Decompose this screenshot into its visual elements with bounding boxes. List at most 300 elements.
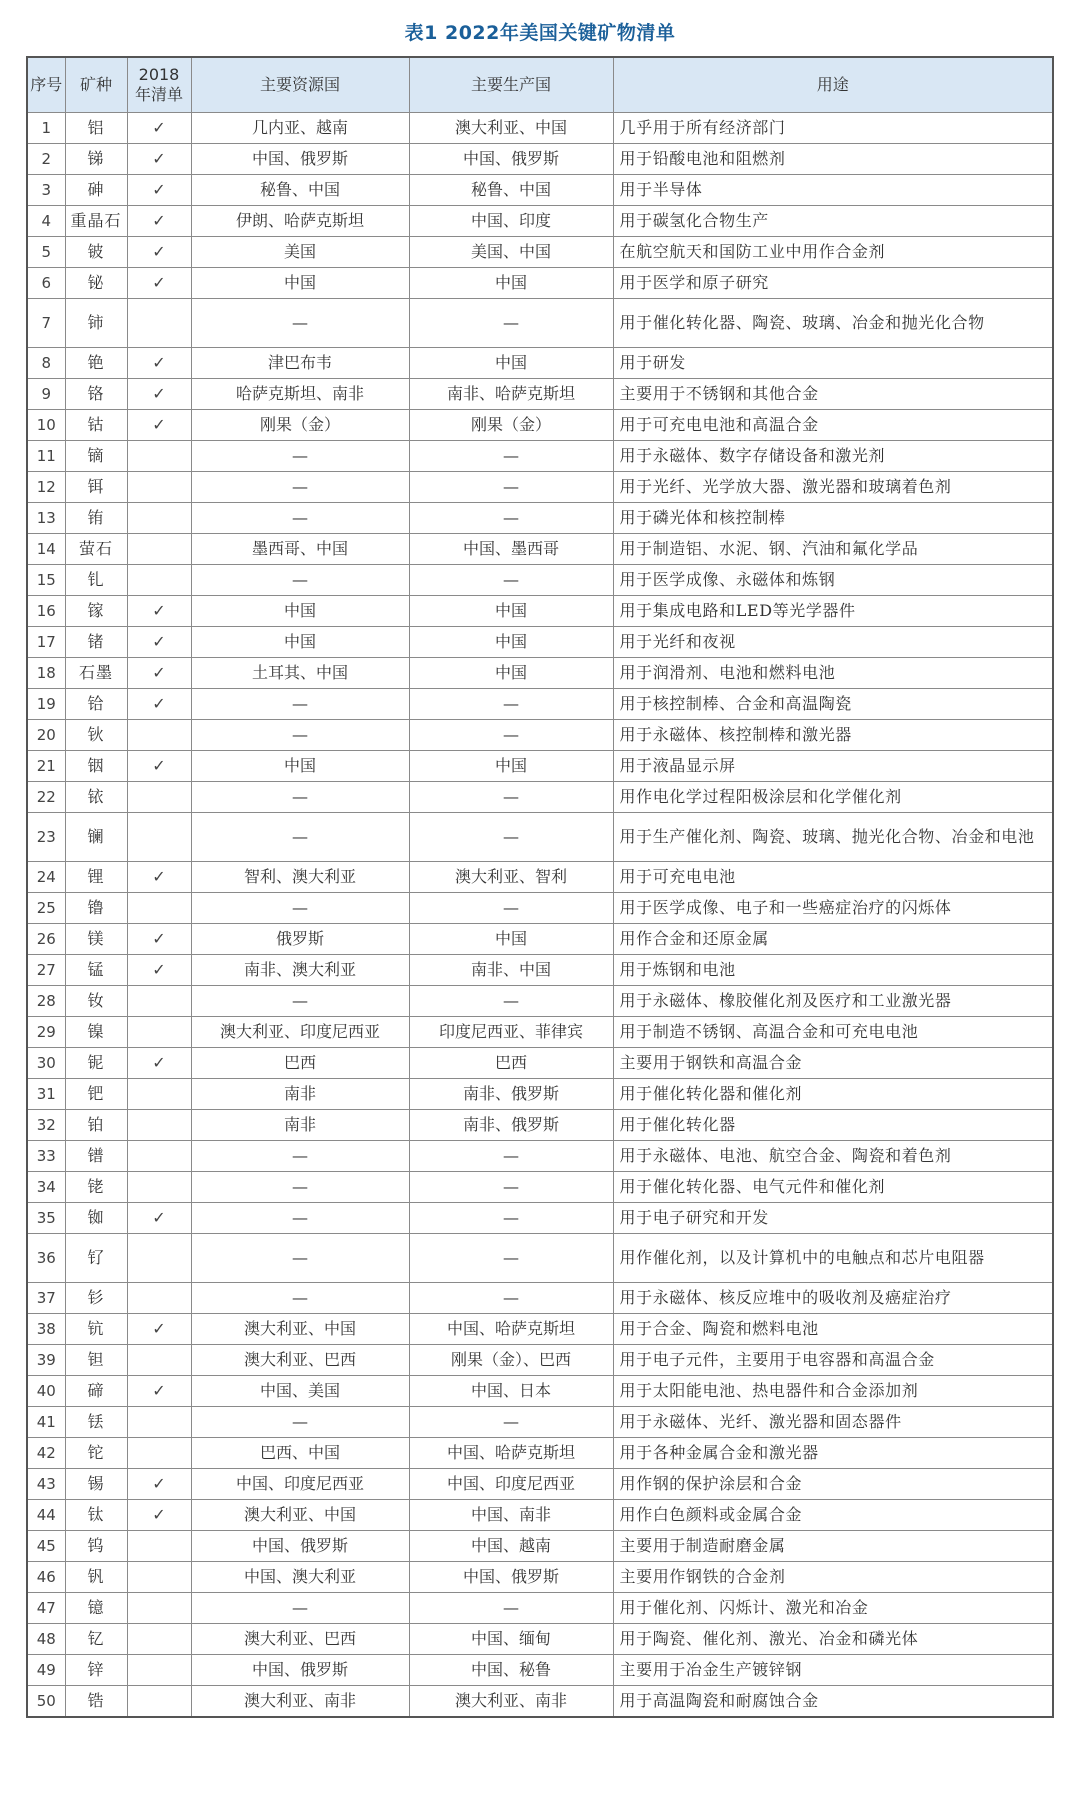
list-2018-check: ✓ — [127, 924, 191, 955]
mineral-use: 用于研发 — [613, 348, 1053, 379]
row-index: 21 — [27, 751, 65, 782]
header-2018-list: 2018年清单 — [127, 57, 191, 113]
list-2018-check: ✓ — [127, 627, 191, 658]
producer-countries: 中国、印度 — [409, 206, 613, 237]
producer-countries: 南非、俄罗斯 — [409, 1110, 613, 1141]
producer-countries: — — [409, 299, 613, 348]
resource-countries: 中国、俄罗斯 — [191, 144, 409, 175]
resource-countries: — — [191, 893, 409, 924]
resource-countries: — — [191, 1141, 409, 1172]
list-2018-check: ✓ — [127, 1376, 191, 1407]
row-index: 48 — [27, 1624, 65, 1655]
resource-countries: — — [191, 503, 409, 534]
row-index: 34 — [27, 1172, 65, 1203]
resource-countries: 美国 — [191, 237, 409, 268]
resource-countries: 中国 — [191, 751, 409, 782]
table-row — [27, 924, 1053, 955]
table-row — [27, 1562, 1053, 1593]
mineral-name: 钽 — [65, 1345, 127, 1376]
table-row — [27, 1141, 1053, 1172]
table-row — [27, 893, 1053, 924]
list-2018-check: ✓ — [127, 379, 191, 410]
table-row — [27, 1624, 1053, 1655]
producer-countries: 中国、哈萨克斯坦 — [409, 1438, 613, 1469]
mineral-name: 锑 — [65, 144, 127, 175]
resource-countries: 澳大利亚、南非 — [191, 1686, 409, 1718]
producer-countries: 中国、日本 — [409, 1376, 613, 1407]
table-row — [27, 1234, 1053, 1283]
mineral-name: 铥 — [65, 1407, 127, 1438]
mineral-use: 主要用于钢铁和高温合金 — [613, 1048, 1053, 1079]
producer-countries: 中国、越南 — [409, 1531, 613, 1562]
producer-countries: 刚果（金） — [409, 410, 613, 441]
table-row — [27, 379, 1053, 410]
list-2018-check — [127, 1079, 191, 1110]
producer-countries: — — [409, 1283, 613, 1314]
mineral-use: 用于催化转化器、陶瓷、玻璃、冶金和抛光化合物 — [613, 299, 1053, 348]
mineral-use: 用于生产催化剂、陶瓷、玻璃、抛光化合物、冶金和电池 — [613, 813, 1053, 862]
mineral-name: 镱 — [65, 1593, 127, 1624]
mineral-name: 铕 — [65, 503, 127, 534]
mineral-use: 用于医学成像、电子和一些癌症治疗的闪烁体 — [613, 893, 1053, 924]
mineral-use: 用于光纤和夜视 — [613, 627, 1053, 658]
mineral-name: 锂 — [65, 862, 127, 893]
producer-countries: 中国 — [409, 627, 613, 658]
resource-countries: — — [191, 1283, 409, 1314]
table-row — [27, 1345, 1053, 1376]
list-2018-check — [127, 565, 191, 596]
resource-countries: 巴西 — [191, 1048, 409, 1079]
producer-countries: 澳大利亚、中国 — [409, 113, 613, 144]
row-index: 19 — [27, 689, 65, 720]
list-2018-check — [127, 782, 191, 813]
producer-countries: 南非、中国 — [409, 955, 613, 986]
resource-countries: 南非 — [191, 1110, 409, 1141]
producer-countries: — — [409, 813, 613, 862]
mineral-use: 用于半导体 — [613, 175, 1053, 206]
producer-countries: 中国、墨西哥 — [409, 534, 613, 565]
row-index: 31 — [27, 1079, 65, 1110]
table-row — [27, 1283, 1053, 1314]
page-title: 表1 2022年美国关键矿物清单 — [404, 22, 676, 44]
mineral-name: 锗 — [65, 627, 127, 658]
resource-countries: — — [191, 720, 409, 751]
producer-countries: 澳大利亚、南非 — [409, 1686, 613, 1718]
producer-countries: 秘鲁、中国 — [409, 175, 613, 206]
list-2018-check — [127, 720, 191, 751]
mineral-use: 用作催化剂，以及计算机中的电触点和芯片电阻器 — [613, 1234, 1053, 1283]
producer-countries: 中国 — [409, 658, 613, 689]
row-index: 4 — [27, 206, 65, 237]
mineral-name: 铱 — [65, 782, 127, 813]
mineral-name: 镁 — [65, 924, 127, 955]
row-index: 9 — [27, 379, 65, 410]
resource-countries: — — [191, 1407, 409, 1438]
mineral-use: 用于液晶显示屏 — [613, 751, 1053, 782]
mineral-name: 钇 — [65, 1624, 127, 1655]
list-2018-check — [127, 813, 191, 862]
table-row — [27, 1469, 1053, 1500]
producer-countries: — — [409, 1593, 613, 1624]
mineral-use: 用于太阳能电池、热电器件和合金添加剂 — [613, 1376, 1053, 1407]
mineral-use: 用于陶瓷、催化剂、激光、冶金和磷光体 — [613, 1624, 1053, 1655]
table-row — [27, 503, 1053, 534]
table-row — [27, 986, 1053, 1017]
mineral-name: 钬 — [65, 720, 127, 751]
mineral-use: 用于磷光体和核控制棒 — [613, 503, 1053, 534]
list-2018-check: ✓ — [127, 175, 191, 206]
row-index: 27 — [27, 955, 65, 986]
resource-countries: 南非 — [191, 1079, 409, 1110]
mineral-use: 用于合金、陶瓷和燃料电池 — [613, 1314, 1053, 1345]
row-index: 1 — [27, 113, 65, 144]
list-2018-check — [127, 1283, 191, 1314]
row-index: 36 — [27, 1234, 65, 1283]
list-2018-check — [127, 1562, 191, 1593]
resource-countries: 墨西哥、中国 — [191, 534, 409, 565]
mineral-name: 钌 — [65, 1234, 127, 1283]
mineral-name: 钪 — [65, 1314, 127, 1345]
mineral-name: 锆 — [65, 1686, 127, 1718]
mineral-use: 主要用于冶金生产镀锌钢 — [613, 1655, 1053, 1686]
table-row — [27, 1376, 1053, 1407]
mineral-use: 主要用作钢铁的合金剂 — [613, 1562, 1053, 1593]
table-row — [27, 1500, 1053, 1531]
table-row — [27, 955, 1053, 986]
producer-countries: — — [409, 503, 613, 534]
mineral-name: 砷 — [65, 175, 127, 206]
mineral-name: 铟 — [65, 751, 127, 782]
list-2018-check: ✓ — [127, 955, 191, 986]
mineral-name: 钆 — [65, 565, 127, 596]
mineral-use: 用于永磁体、数字存储设备和激光剂 — [613, 441, 1053, 472]
mineral-name: 萤石 — [65, 534, 127, 565]
resource-countries: 刚果（金） — [191, 410, 409, 441]
resource-countries: 澳大利亚、巴西 — [191, 1624, 409, 1655]
mineral-name: 锡 — [65, 1469, 127, 1500]
mineral-name: 钛 — [65, 1500, 127, 1531]
table-row — [27, 206, 1053, 237]
list-2018-check: ✓ — [127, 237, 191, 268]
mineral-use: 用于铅酸电池和阻燃剂 — [613, 144, 1053, 175]
header-producer-countries: 主要生产国 — [409, 57, 613, 113]
row-index: 17 — [27, 627, 65, 658]
row-index: 24 — [27, 862, 65, 893]
mineral-use: 用于可充电电池和高温合金 — [613, 410, 1053, 441]
mineral-name: 铬 — [65, 379, 127, 410]
table-row — [27, 1048, 1053, 1079]
table-row — [27, 1686, 1053, 1718]
row-index: 6 — [27, 268, 65, 299]
table-row — [27, 596, 1053, 627]
mineral-name: 锰 — [65, 955, 127, 986]
mineral-name: 石墨 — [65, 658, 127, 689]
mineral-use: 用于催化转化器、电气元件和催化剂 — [613, 1172, 1053, 1203]
mineral-use: 用于制造铝、水泥、钢、汽油和氟化学品 — [613, 534, 1053, 565]
mineral-name: 镓 — [65, 596, 127, 627]
producer-countries: — — [409, 720, 613, 751]
mineral-name: 钒 — [65, 1562, 127, 1593]
header-index: 序号 — [27, 57, 65, 113]
table-row — [27, 144, 1053, 175]
list-2018-check: ✓ — [127, 1314, 191, 1345]
list-2018-check: ✓ — [127, 113, 191, 144]
resource-countries: 秘鲁、中国 — [191, 175, 409, 206]
row-index: 45 — [27, 1531, 65, 1562]
mineral-name: 钨 — [65, 1531, 127, 1562]
mineral-use: 用于光纤、光学放大器、激光器和玻璃着色剂 — [613, 472, 1053, 503]
table-row — [27, 751, 1053, 782]
row-index: 12 — [27, 472, 65, 503]
table-row — [27, 782, 1053, 813]
producer-countries: 美国、中国 — [409, 237, 613, 268]
producer-countries: 巴西 — [409, 1048, 613, 1079]
list-2018-check: ✓ — [127, 689, 191, 720]
row-index: 35 — [27, 1203, 65, 1234]
mineral-name: 铷 — [65, 1203, 127, 1234]
mineral-use: 用于催化转化器 — [613, 1110, 1053, 1141]
table-row — [27, 1017, 1053, 1048]
mineral-use: 几乎用于所有经济部门 — [613, 113, 1053, 144]
resource-countries: — — [191, 689, 409, 720]
table-row — [27, 441, 1053, 472]
mineral-name: 铝 — [65, 113, 127, 144]
resource-countries: 澳大利亚、印度尼西亚 — [191, 1017, 409, 1048]
mineral-use: 用于永磁体、橡胶催化剂及医疗和工业激光器 — [613, 986, 1053, 1017]
producer-countries: — — [409, 1141, 613, 1172]
mineral-use: 主要用于制造耐磨金属 — [613, 1531, 1053, 1562]
mineral-use: 用于电子元件，主要用于电容器和高温合金 — [613, 1345, 1053, 1376]
producer-countries: — — [409, 689, 613, 720]
mineral-use: 用于润滑剂、电池和燃料电池 — [613, 658, 1053, 689]
list-2018-check — [127, 1345, 191, 1376]
mineral-use: 用于永磁体、核控制棒和激光器 — [613, 720, 1053, 751]
resource-countries: 中国、澳大利亚 — [191, 1562, 409, 1593]
table-row — [27, 113, 1053, 144]
row-index: 33 — [27, 1141, 65, 1172]
resource-countries: 津巴布韦 — [191, 348, 409, 379]
resource-countries: 南非、澳大利亚 — [191, 955, 409, 986]
mineral-use: 用于永磁体、光纤、激光器和固态器件 — [613, 1407, 1053, 1438]
resource-countries: — — [191, 813, 409, 862]
resource-countries: 巴西、中国 — [191, 1438, 409, 1469]
row-index: 15 — [27, 565, 65, 596]
list-2018-check — [127, 1438, 191, 1469]
mineral-name: 铯 — [65, 348, 127, 379]
table-row — [27, 1079, 1053, 1110]
mineral-name: 镧 — [65, 813, 127, 862]
mineral-use: 用于可充电电池 — [613, 862, 1053, 893]
producer-countries: — — [409, 565, 613, 596]
producer-countries: 南非、哈萨克斯坦 — [409, 379, 613, 410]
resource-countries: 智利、澳大利亚 — [191, 862, 409, 893]
mineral-use: 主要用于不锈钢和其他合金 — [613, 379, 1053, 410]
list-2018-check — [127, 893, 191, 924]
producer-countries: 中国、俄罗斯 — [409, 1562, 613, 1593]
mineral-name: 重晶石 — [65, 206, 127, 237]
mineral-name: 铍 — [65, 237, 127, 268]
producer-countries: 中国、缅甸 — [409, 1624, 613, 1655]
resource-countries: — — [191, 472, 409, 503]
resource-countries: 中国、俄罗斯 — [191, 1531, 409, 1562]
mineral-name: 镥 — [65, 893, 127, 924]
mineral-name: 铂 — [65, 1110, 127, 1141]
table-row — [27, 472, 1053, 503]
producer-countries: — — [409, 472, 613, 503]
row-index: 38 — [27, 1314, 65, 1345]
mineral-use: 用于碳氢化合物生产 — [613, 206, 1053, 237]
header-resource-countries: 主要资源国 — [191, 57, 409, 113]
table-row — [27, 658, 1053, 689]
producer-countries: 南非、俄罗斯 — [409, 1079, 613, 1110]
mineral-use: 用作电化学过程阳极涂层和化学催化剂 — [613, 782, 1053, 813]
mineral-name: 镨 — [65, 1141, 127, 1172]
producer-countries: — — [409, 782, 613, 813]
producer-countries: 中国、印度尼西亚 — [409, 1469, 613, 1500]
row-index: 5 — [27, 237, 65, 268]
row-index: 23 — [27, 813, 65, 862]
mineral-name: 钕 — [65, 986, 127, 1017]
resource-countries: 土耳其、中国 — [191, 658, 409, 689]
row-index: 20 — [27, 720, 65, 751]
mineral-use: 用于永磁体、核反应堆中的吸收剂及癌症治疗 — [613, 1283, 1053, 1314]
resource-countries: — — [191, 1203, 409, 1234]
resource-countries: 澳大利亚、中国 — [191, 1500, 409, 1531]
resource-countries: — — [191, 441, 409, 472]
row-index: 40 — [27, 1376, 65, 1407]
mineral-name: 铈 — [65, 299, 127, 348]
mineral-use: 用于医学成像、永磁体和炼钢 — [613, 565, 1053, 596]
resource-countries: 俄罗斯 — [191, 924, 409, 955]
row-index: 8 — [27, 348, 65, 379]
producer-countries: 澳大利亚、智利 — [409, 862, 613, 893]
list-2018-check: ✓ — [127, 1469, 191, 1500]
row-index: 3 — [27, 175, 65, 206]
mineral-use: 在航空航天和国防工业中用作合金剂 — [613, 237, 1053, 268]
list-2018-check — [127, 441, 191, 472]
list-2018-check: ✓ — [127, 268, 191, 299]
mineral-use: 用于催化转化器和催化剂 — [613, 1079, 1053, 1110]
mineral-use: 用于永磁体、电池、航空合金、陶瓷和着色剂 — [613, 1141, 1053, 1172]
table-row — [27, 1203, 1053, 1234]
producer-countries: 中国 — [409, 596, 613, 627]
mineral-name: 铒 — [65, 472, 127, 503]
row-index: 50 — [27, 1686, 65, 1718]
list-2018-check — [127, 1593, 191, 1624]
table-body — [27, 113, 1053, 1718]
list-2018-check — [127, 1141, 191, 1172]
table-row — [27, 410, 1053, 441]
list-2018-check: ✓ — [127, 144, 191, 175]
header-mineral: 矿种 — [65, 57, 127, 113]
mineral-name: 铋 — [65, 268, 127, 299]
mineral-use: 用于高温陶瓷和耐腐蚀合金 — [613, 1686, 1053, 1718]
mineral-use: 用于催化剂、闪烁计、激光和冶金 — [613, 1593, 1053, 1624]
mineral-use: 用作钢的保护涂层和合金 — [613, 1469, 1053, 1500]
table-row — [27, 627, 1053, 658]
mineral-name: 钯 — [65, 1079, 127, 1110]
row-index: 11 — [27, 441, 65, 472]
table-row — [27, 813, 1053, 862]
row-index: 30 — [27, 1048, 65, 1079]
row-index: 13 — [27, 503, 65, 534]
table-row — [27, 1531, 1053, 1562]
row-index: 29 — [27, 1017, 65, 1048]
list-2018-check: ✓ — [127, 751, 191, 782]
list-2018-check: ✓ — [127, 1500, 191, 1531]
producer-countries: — — [409, 1407, 613, 1438]
producer-countries: — — [409, 1172, 613, 1203]
list-2018-check — [127, 1655, 191, 1686]
row-index: 44 — [27, 1500, 65, 1531]
resource-countries: — — [191, 782, 409, 813]
list-2018-check: ✓ — [127, 348, 191, 379]
producer-countries: 中国 — [409, 924, 613, 955]
resource-countries: 澳大利亚、巴西 — [191, 1345, 409, 1376]
mineral-name: 钴 — [65, 410, 127, 441]
row-index: 37 — [27, 1283, 65, 1314]
list-2018-check — [127, 1624, 191, 1655]
list-2018-check: ✓ — [127, 206, 191, 237]
header-use: 用途 — [613, 57, 1053, 113]
row-index: 26 — [27, 924, 65, 955]
row-index: 46 — [27, 1562, 65, 1593]
resource-countries: — — [191, 1172, 409, 1203]
list-2018-check — [127, 1110, 191, 1141]
resource-countries: — — [191, 565, 409, 596]
table-row — [27, 299, 1053, 348]
resource-countries: 中国 — [191, 627, 409, 658]
table-row — [27, 1407, 1053, 1438]
resource-countries: 中国、美国 — [191, 1376, 409, 1407]
mineral-use: 用于电子研究和开发 — [613, 1203, 1053, 1234]
row-index: 18 — [27, 658, 65, 689]
table-row — [27, 565, 1053, 596]
list-2018-check: ✓ — [127, 862, 191, 893]
list-2018-check — [127, 472, 191, 503]
table-row — [27, 1593, 1053, 1624]
resource-countries: 澳大利亚、中国 — [191, 1314, 409, 1345]
resource-countries: — — [191, 1234, 409, 1283]
minerals-table — [26, 56, 1054, 1718]
table-row — [27, 720, 1053, 751]
row-index: 39 — [27, 1345, 65, 1376]
resource-countries: — — [191, 1593, 409, 1624]
list-2018-check — [127, 1407, 191, 1438]
list-2018-check — [127, 1172, 191, 1203]
table-row — [27, 268, 1053, 299]
row-index: 41 — [27, 1407, 65, 1438]
mineral-name: 锌 — [65, 1655, 127, 1686]
table-header-row — [27, 57, 1053, 113]
table-row — [27, 1110, 1053, 1141]
table-row — [27, 1172, 1053, 1203]
mineral-name: 铪 — [65, 689, 127, 720]
list-2018-check: ✓ — [127, 596, 191, 627]
resource-countries: 中国 — [191, 268, 409, 299]
producer-countries: — — [409, 1203, 613, 1234]
row-index: 10 — [27, 410, 65, 441]
list-2018-check: ✓ — [127, 410, 191, 441]
mineral-name: 铌 — [65, 1048, 127, 1079]
row-index: 43 — [27, 1469, 65, 1500]
row-index: 42 — [27, 1438, 65, 1469]
table-row — [27, 1438, 1053, 1469]
producer-countries: — — [409, 441, 613, 472]
list-2018-check: ✓ — [127, 1048, 191, 1079]
list-2018-check — [127, 1017, 191, 1048]
mineral-name: 镝 — [65, 441, 127, 472]
